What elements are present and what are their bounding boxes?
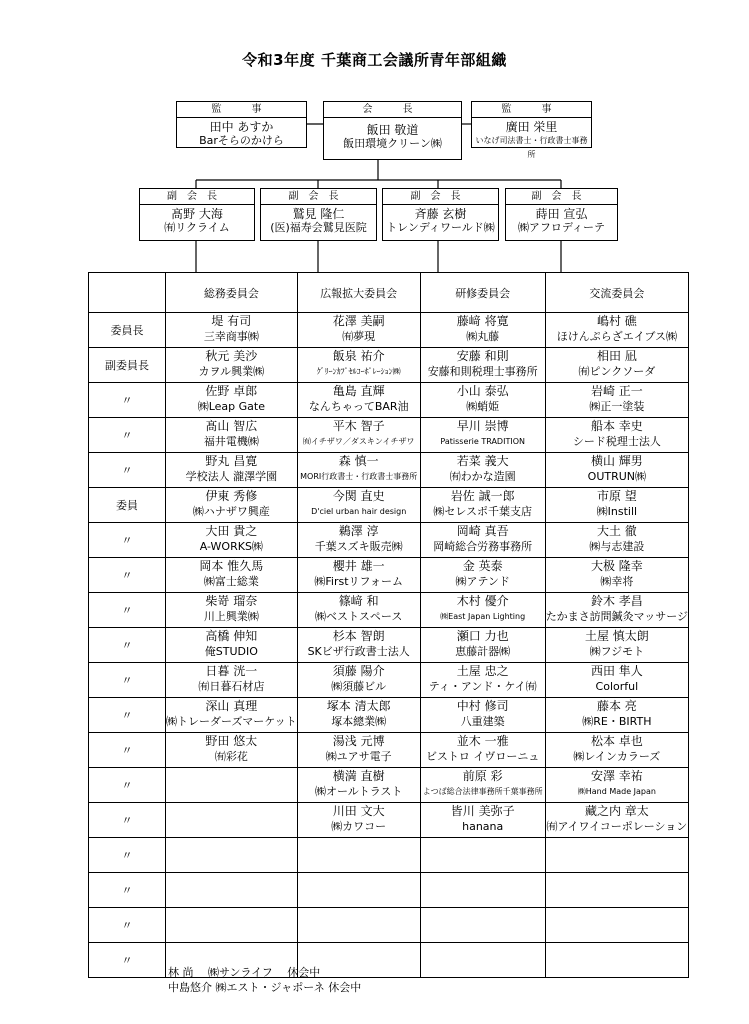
member-name: 大田 貴之 (205, 524, 258, 538)
member-cell (420, 523, 545, 558)
member-org: カヲル興業㈱ (198, 365, 265, 378)
member-org: ㈱Leap Gate (197, 400, 265, 413)
committee-header: 研修委員会 (420, 273, 545, 313)
member-name: 松本 卓也 (590, 734, 643, 748)
member-name: 木村 優介 (456, 594, 509, 608)
member-cell (166, 663, 298, 698)
member-name (166, 803, 297, 804)
member-name: 花澤 美嗣 (332, 314, 385, 328)
member-name: 嶋村 礁 (596, 314, 637, 328)
table-row (89, 873, 689, 908)
member-org: ㈱正一塗装 (589, 400, 645, 413)
member-cell (545, 558, 688, 593)
member-name (546, 873, 688, 874)
member-org: ㈱須藤ビル (331, 680, 387, 693)
member-cell (420, 943, 545, 978)
member-cell (420, 558, 545, 593)
member-cell (297, 313, 420, 348)
member-cell (545, 418, 688, 453)
member-cell (166, 453, 298, 488)
member-name: 秋元 美沙 (205, 349, 258, 363)
member-org: 俺STUDIO (204, 645, 258, 658)
member-org: OUTRUN㈱ (587, 470, 647, 483)
member-cell (545, 628, 688, 663)
member-org: 飯田環境クリーン㈱ (343, 137, 442, 150)
member-name: 皆川 美弥子 (450, 804, 515, 818)
member-org: よつば総合法律事務所千葉事務所 (422, 787, 543, 796)
member-name (298, 838, 420, 839)
member-name (546, 908, 688, 909)
member-name: 金 英泰 (462, 559, 503, 573)
member-name: 岡本 惟久馬 (199, 559, 264, 573)
member-name: 安澤 幸祐 (590, 769, 643, 783)
member-cell (545, 943, 688, 978)
member-cell (545, 733, 688, 768)
member-cell (166, 523, 298, 558)
member-cell (297, 733, 420, 768)
member-org: ㈲夢現 (342, 330, 376, 343)
member-cell (420, 628, 545, 663)
member-name: 横満 直樹 (332, 769, 385, 783)
table-row (89, 313, 689, 348)
member-name: 川田 文大 (332, 804, 385, 818)
member-org: 安藤和則税理士事務所 (427, 365, 538, 378)
member-cell (545, 453, 688, 488)
member-cell (297, 698, 420, 733)
position-label: 〃 (89, 628, 166, 663)
member-cell (297, 768, 420, 803)
member-cell (297, 593, 420, 628)
member-cell (545, 908, 688, 943)
member-org: ㈱富士総業 (203, 575, 259, 588)
member-name (421, 943, 545, 944)
member-org: ㈲わかな造園 (449, 470, 516, 483)
member-cell (545, 313, 688, 348)
member-name: 塚本 清太郎 (326, 699, 391, 713)
member-org: ㈲ピンクソーダ (578, 365, 656, 378)
vice-president-1-box (139, 188, 255, 241)
page-title: 令和3年度 千葉商工会議所青年部組織 (242, 51, 507, 69)
member-org: Barそらのかけら (199, 134, 284, 147)
member-org: Colorful (595, 680, 639, 693)
member-org: ㈱East Japan Lighting (440, 612, 526, 621)
corner-cell (89, 273, 166, 313)
member-org: D'ciel urban hair design (311, 507, 407, 516)
member-name (298, 873, 420, 874)
member-org: 千葉スズキ販売㈱ (314, 540, 403, 553)
member-org: ㈱アテンド (455, 575, 510, 588)
auditor-1-box (176, 101, 307, 148)
member-name: 柴嵜 瑠奈 (205, 594, 258, 608)
member-cell (420, 418, 545, 453)
member-name: 日暮 洸一 (205, 664, 258, 678)
member-name: 野田 悠太 (205, 734, 258, 748)
member-cell (420, 348, 545, 383)
position-label: 〃 (89, 803, 166, 838)
member-name: 田中 あすか (209, 120, 274, 134)
member-org: 塚本總業㈱ (331, 715, 387, 728)
member-name: 廣田 栄里 (505, 120, 558, 134)
member-cell (420, 698, 545, 733)
member-name (421, 908, 545, 909)
member-org: シード税理士法人 (572, 435, 661, 448)
member-cell (297, 628, 420, 663)
position-label: 〃 (89, 523, 166, 558)
member-cell (545, 383, 688, 418)
member-cell (420, 383, 545, 418)
member-name: 市原 望 (596, 489, 637, 503)
member-cell (420, 593, 545, 628)
member-org: ㈲日暮石材店 (198, 680, 265, 693)
member-name: 鈴木 孝昌 (590, 594, 643, 608)
member-name: 飯泉 祐介 (332, 349, 385, 363)
member-name (298, 943, 420, 944)
member-name: 藏之内 章太 (584, 804, 649, 818)
member-name: 佐野 卓郎 (205, 384, 258, 398)
member-name: 岡崎 真吾 (456, 524, 509, 538)
member-cell (420, 453, 545, 488)
member-org: 岡崎総合労務事務所 (433, 540, 533, 553)
member-name: 藤本 亮 (596, 699, 637, 713)
member-cell (166, 733, 298, 768)
member-org: ㈱フジモト (589, 645, 645, 658)
member-name: 相田 凪 (596, 349, 637, 363)
member-cell (166, 908, 298, 943)
table-row (89, 733, 689, 768)
footer-note-1: 林 尚 ㈱サンライフ 休会中 (168, 966, 321, 979)
position-label: 〃 (89, 663, 166, 698)
member-cell (166, 418, 298, 453)
member-cell (297, 523, 420, 558)
member-cell (297, 908, 420, 943)
member-org: ビストロ イヴローニュ (425, 750, 540, 763)
member-cell (166, 313, 298, 348)
member-cell (297, 348, 420, 383)
committee-header-row (89, 273, 689, 313)
role-label: 監 事 (177, 102, 306, 118)
member-name: 高橋 伸知 (205, 629, 258, 643)
committee-header: 総務委員会 (166, 273, 298, 313)
member-cell (545, 698, 688, 733)
member-cell (297, 453, 420, 488)
member-name: 髙野 大海 (171, 207, 223, 221)
member-cell (545, 838, 688, 873)
position-label: 委員 (89, 488, 166, 523)
member-cell (420, 733, 545, 768)
role-label: 副会長 (140, 189, 254, 205)
position-label: 副委員長 (89, 348, 166, 383)
table-row (89, 908, 689, 943)
member-name: 深山 真理 (205, 699, 258, 713)
table-row (89, 558, 689, 593)
member-cell (166, 698, 298, 733)
member-name: 今関 直史 (332, 489, 385, 503)
member-cell (166, 768, 298, 803)
member-name (421, 838, 545, 839)
member-name: 船本 幸史 (590, 419, 643, 433)
member-cell (297, 838, 420, 873)
vice-president-4-box (505, 188, 618, 241)
member-name: 前原 彩 (462, 769, 503, 783)
table-row (89, 698, 689, 733)
position-label: 〃 (89, 733, 166, 768)
member-name: 堤 有司 (211, 314, 252, 328)
member-name: 中村 修司 (456, 699, 509, 713)
member-name: 岩崎 正一 (590, 384, 643, 398)
member-name: 横山 輝男 (590, 454, 643, 468)
member-org: ㈲リクライム (164, 221, 230, 234)
member-name: 若菜 義大 (456, 454, 509, 468)
member-name: 平木 智子 (332, 419, 385, 433)
member-name (166, 838, 297, 839)
member-cell (545, 348, 688, 383)
member-cell (420, 768, 545, 803)
member-name (166, 873, 297, 874)
member-org: 川上興業㈱ (203, 610, 259, 623)
position-label: 〃 (89, 593, 166, 628)
member-cell (166, 593, 298, 628)
member-name: 大土 徹 (596, 524, 637, 538)
member-cell (297, 383, 420, 418)
member-cell (420, 488, 545, 523)
table-row (89, 838, 689, 873)
member-org: Patisserie TRADITION (440, 437, 525, 446)
member-org: ㈱幸将 (600, 575, 634, 588)
member-name: 瀬口 力也 (456, 629, 509, 643)
member-org: ㈱カワコー (331, 820, 387, 833)
table-row (89, 383, 689, 418)
member-cell (420, 663, 545, 698)
position-label: 〃 (89, 453, 166, 488)
member-cell (297, 418, 420, 453)
position-label: 〃 (89, 698, 166, 733)
member-cell (297, 873, 420, 908)
member-cell (545, 523, 688, 558)
member-org: ㈱丸藤 (466, 330, 500, 343)
member-org: ㈱アフロディーテ (517, 221, 606, 234)
member-org: MORI行政書士・行政書士事務所 (300, 472, 418, 481)
auditor-2-box (471, 101, 592, 159)
member-cell (420, 873, 545, 908)
position-label: 〃 (89, 558, 166, 593)
member-name (546, 838, 688, 839)
member-cell (166, 838, 298, 873)
table-row (89, 523, 689, 558)
member-org: ティ・アンド・ケイ㈲ (428, 680, 537, 693)
member-cell (545, 873, 688, 908)
member-org: ㈱RE・BIRTH (582, 715, 652, 728)
member-name: 伊東 秀修 (205, 489, 258, 503)
member-org: トレンディワールド㈱ (386, 221, 495, 234)
role-label: 副会長 (383, 189, 498, 205)
table-row (89, 768, 689, 803)
member-cell (297, 488, 420, 523)
member-cell (545, 768, 688, 803)
member-name: 鷲見 隆仁 (292, 207, 345, 221)
member-name: 小山 泰弘 (456, 384, 509, 398)
position-label: 〃 (89, 768, 166, 803)
member-org: ㈱セレスポ千葉支店 (433, 505, 533, 518)
member-org: ㈱蛸姫 (466, 400, 500, 413)
member-org: ㈱ユアサ電子 (325, 750, 392, 763)
member-name: 鵜澤 淳 (338, 524, 379, 538)
member-cell (166, 628, 298, 663)
member-name: 篠﨑 和 (338, 594, 379, 608)
member-org: ほけんぷらざエイブス㈱ (556, 330, 677, 343)
vice-president-2-box (260, 188, 377, 241)
member-cell (420, 803, 545, 838)
role-label: 副会長 (261, 189, 376, 205)
member-org: ㈱Firstリフォーム (314, 575, 403, 588)
position-label: 〃 (89, 838, 166, 873)
member-org: SKビザ行政書士法人 (307, 645, 410, 658)
committee-header: 交流委員会 (545, 273, 688, 313)
member-org: ㈱Instill (596, 505, 638, 518)
member-cell (297, 663, 420, 698)
member-org: ㈱ベストスペース (315, 610, 403, 623)
member-org: ㈱Hand Made Japan (577, 787, 656, 796)
member-cell (166, 873, 298, 908)
position-label: 〃 (89, 873, 166, 908)
member-cell (166, 383, 298, 418)
member-name: 大极 隆幸 (590, 559, 643, 573)
member-cell (545, 803, 688, 838)
member-name: 土屋 忠之 (456, 664, 509, 678)
member-name: 亀島 直輝 (332, 384, 385, 398)
member-name: 岩佐 誠一郎 (450, 489, 515, 503)
member-name: 杉本 智朗 (332, 629, 385, 643)
member-cell (545, 663, 688, 698)
position-label: 〃 (89, 383, 166, 418)
position-label: 〃 (89, 908, 166, 943)
role-label: 副会長 (506, 189, 617, 205)
committee-header: 広報拡大委員会 (297, 273, 420, 313)
member-cell (297, 558, 420, 593)
member-name (421, 873, 545, 874)
member-org: 三幸商事㈱ (203, 330, 259, 343)
member-org: ㈱レインカラーズ (573, 750, 661, 763)
table-row (89, 628, 689, 663)
member-name: 蒔田 宣弘 (535, 207, 588, 221)
member-org: ㈲イチザワ／ダスキンイチザワ (302, 437, 415, 446)
position-label: 〃 (89, 943, 166, 978)
member-cell (166, 803, 298, 838)
member-name: 須藤 陽介 (332, 664, 385, 678)
member-org: ｸﾞﾘｰﾝｶﾌﾟｾﾙｺｰﾎﾟﾚｰｼｮﾝ㈱ (316, 367, 401, 376)
member-name: 櫻井 雄一 (332, 559, 385, 573)
member-name: 斉藤 玄樹 (414, 207, 467, 221)
member-org: hanana (462, 820, 504, 833)
member-org: (医)福寿会鷲見医院 (270, 221, 367, 234)
position-label: 〃 (89, 418, 166, 453)
member-name: 西田 隼人 (590, 664, 643, 678)
committee-table (88, 272, 689, 978)
president-box (323, 101, 462, 160)
member-org: 八重建築 (460, 715, 505, 728)
member-name: 飯田 敬道 (366, 123, 419, 137)
member-org: たかまさ訪問鍼灸マッサージ (545, 610, 689, 623)
member-name (166, 908, 297, 909)
member-name (166, 943, 297, 944)
member-cell (166, 348, 298, 383)
member-cell (420, 313, 545, 348)
member-name (546, 943, 688, 944)
member-org: いなげ司法書士・行政書士事務所 (475, 136, 588, 159)
table-row (89, 803, 689, 838)
member-name (298, 908, 420, 909)
member-org: 恵藤計器㈱ (455, 645, 511, 658)
table-row (89, 663, 689, 698)
member-cell (420, 838, 545, 873)
table-row (89, 348, 689, 383)
table-row (89, 453, 689, 488)
member-cell (297, 803, 420, 838)
role-label: 会 長 (324, 102, 461, 118)
footer-note-2: 中島悠介 ㈱エスト・ジャポーネ 休会中 (168, 981, 362, 994)
table-row (89, 418, 689, 453)
member-name: 野丸 昌寛 (205, 454, 258, 468)
member-cell (545, 593, 688, 628)
member-org: ㈱与志建設 (589, 540, 645, 553)
member-name: 森 慎一 (338, 454, 379, 468)
member-name: 湯浅 元博 (332, 734, 385, 748)
member-name: 髙山 智広 (205, 419, 258, 433)
member-name: 藤﨑 将寛 (456, 314, 509, 328)
role-label: 監 事 (472, 102, 591, 118)
member-name: 並木 一雅 (456, 734, 509, 748)
member-cell (166, 488, 298, 523)
position-label: 委員長 (89, 313, 166, 348)
member-org: ㈱トレーダーズマーケット (166, 715, 297, 728)
member-cell (166, 558, 298, 593)
member-org: ㈲アイワイコーポレーション (546, 820, 688, 833)
member-org: ㈱ハナザワ興産 (192, 505, 270, 518)
member-org: ㈲彩花 (214, 750, 248, 763)
member-org: A-WORKS㈱ (199, 540, 263, 553)
member-name: 土屋 慎太朗 (584, 629, 649, 643)
member-org: 福井電機㈱ (203, 435, 259, 448)
table-row (89, 488, 689, 523)
vice-president-3-box (382, 188, 499, 241)
member-name: 早川 崇博 (456, 419, 509, 433)
member-org: なんちゃってBAR油 (308, 400, 409, 413)
member-org: 学校法人 瀧澤学園 (185, 470, 278, 483)
member-name: 安藤 和則 (456, 349, 509, 363)
member-org: ㈱オールトラスト (314, 785, 403, 798)
member-cell (545, 488, 688, 523)
member-cell (420, 908, 545, 943)
table-row (89, 593, 689, 628)
member-name (166, 768, 297, 769)
